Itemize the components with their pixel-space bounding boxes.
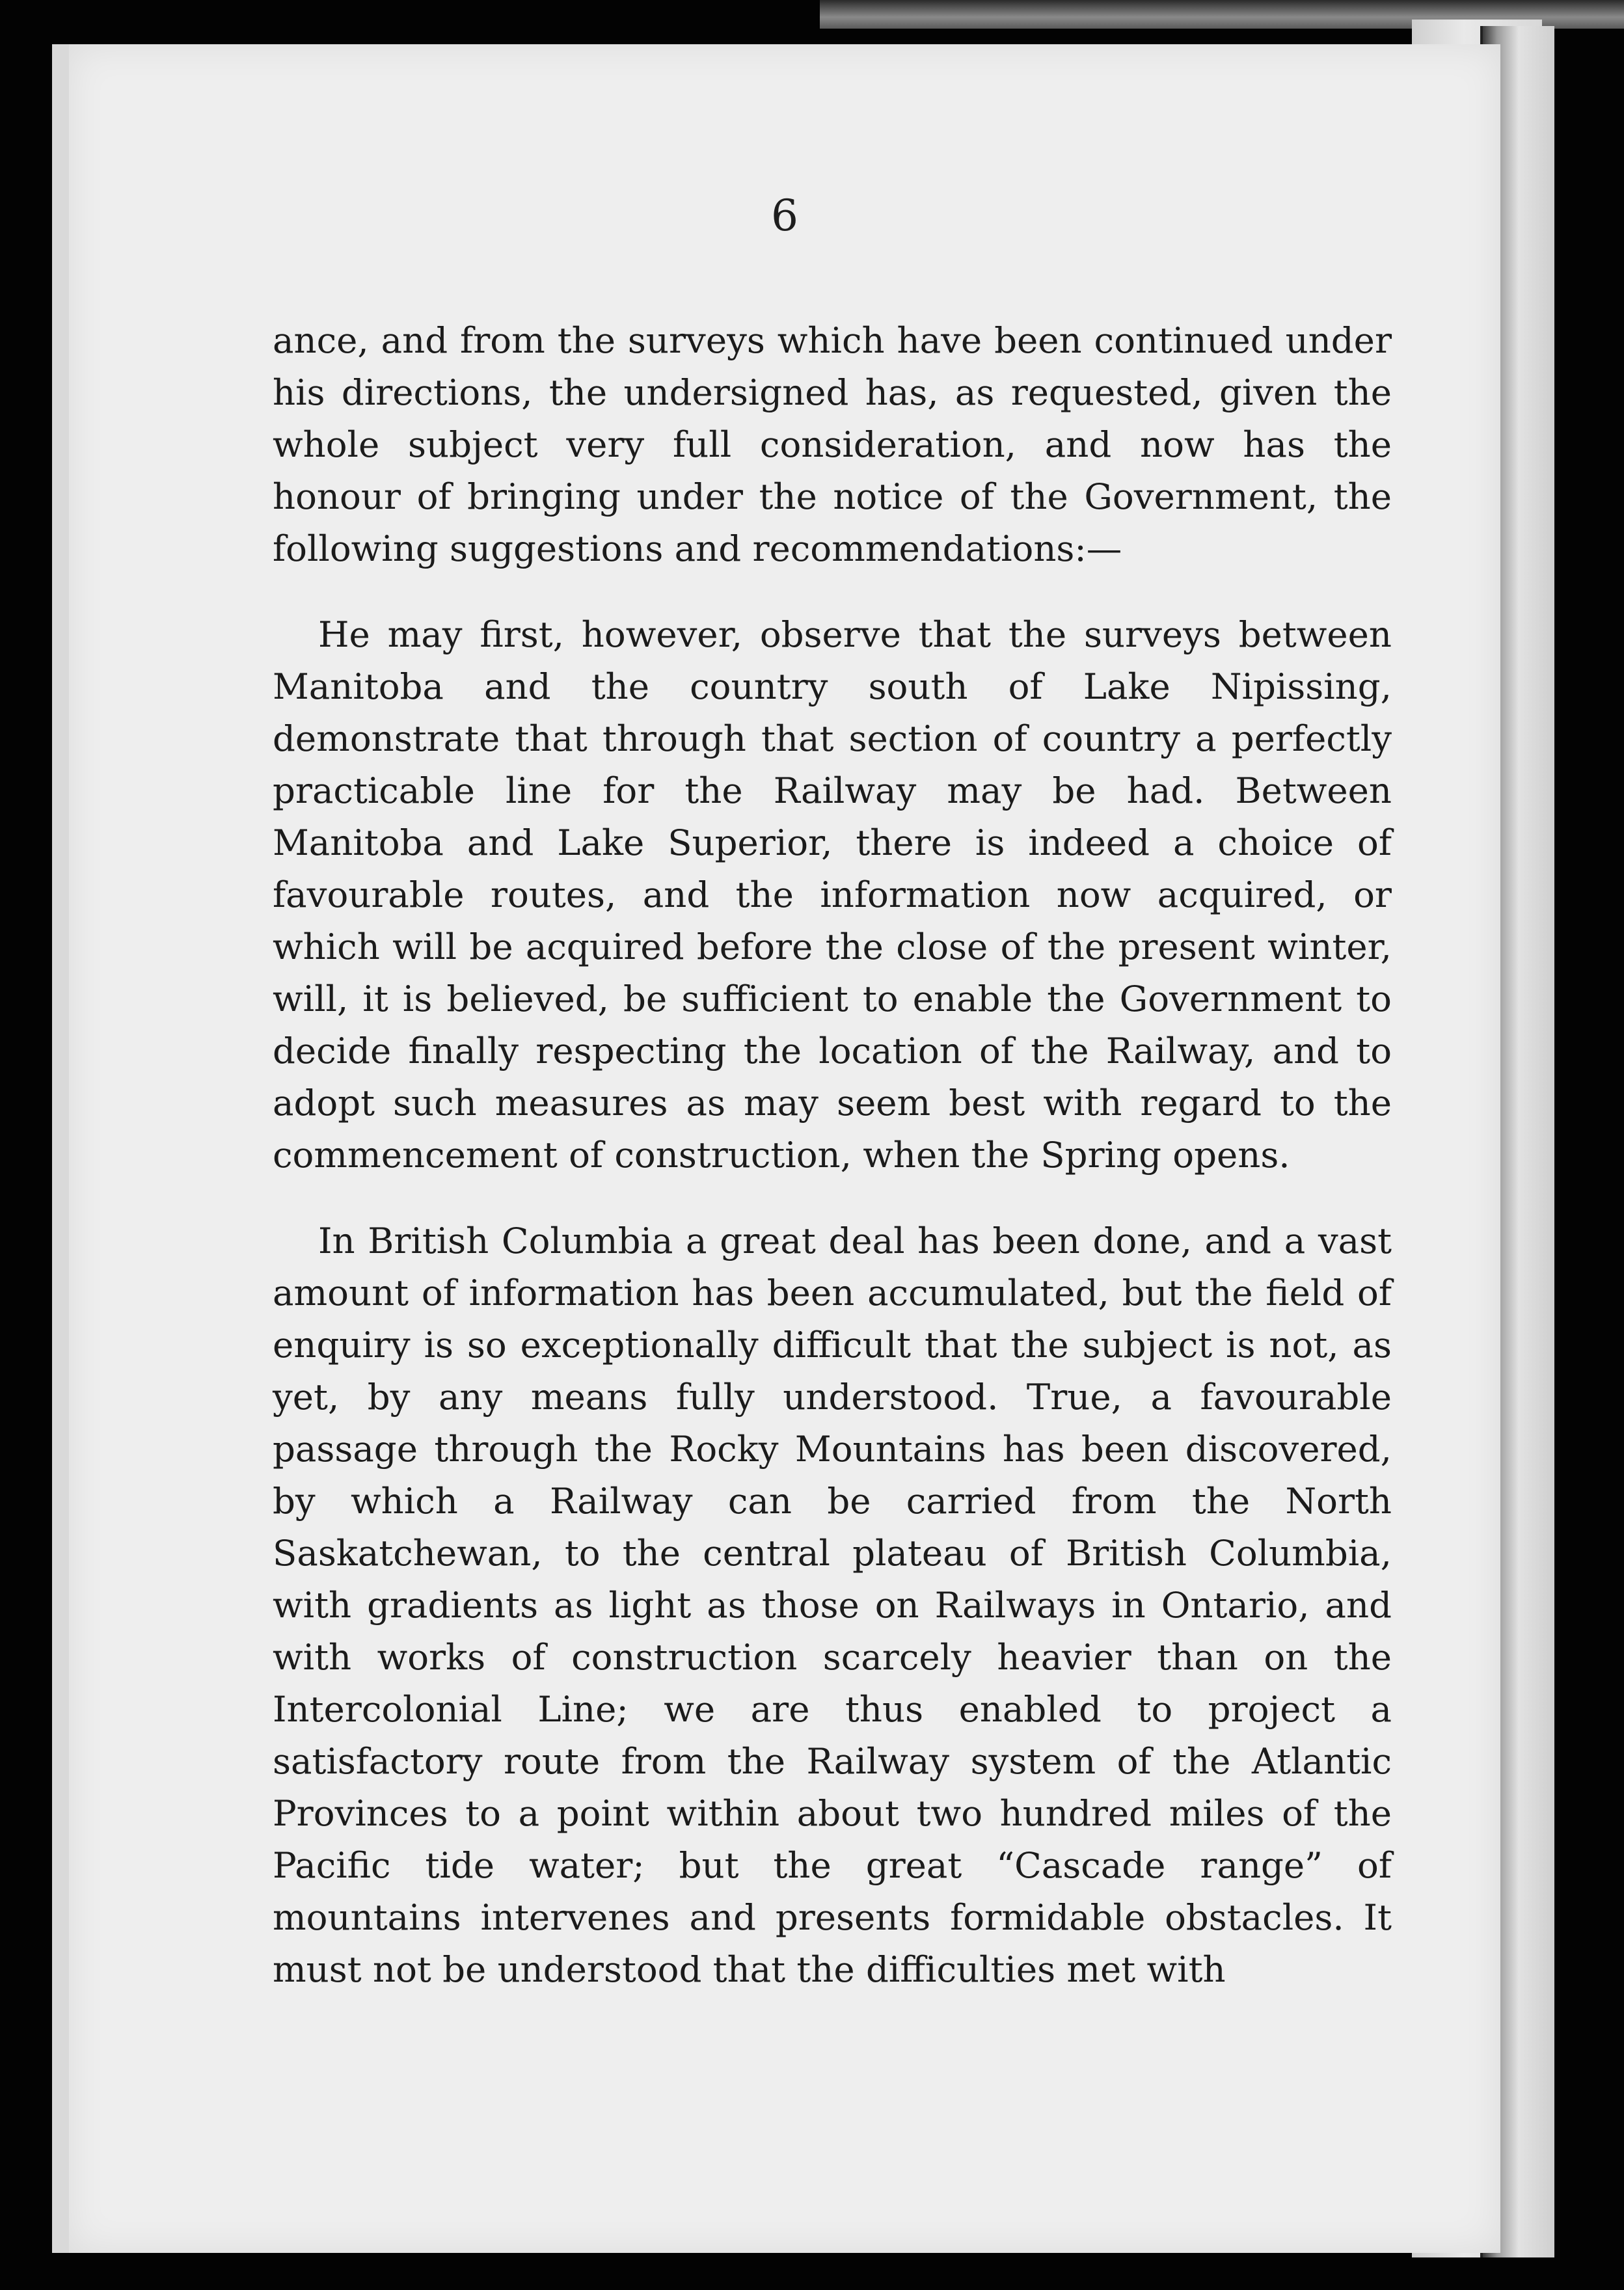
- paragraph-3: In British Columbia a great deal has been done, and a vast amount of information has been accumulated, but the field of enquiry is so exceptionally difficult that the subject is not, as yet, by any means fully understood. True, a favourable passage through the Rocky Mountains has been discovered, by which a Railway can be carried from the North Saskatchewan, to the central plateau of British Columbia, with gradients as light as those on Railways in Ontario, and with works of construction scarcely heavier than on the Intercolonial Line; we are thus enabled to project a satisfactory route from the Railway system of the Atlantic Provinces to a point within about two hundred miles of the Pacific tide water; but the great “Cascade range” of mountains intervenes and presents formidable obstacles. It must not be understood that the difficulties met with: [273, 1220, 1392, 1990]
- paragraph-1: ance, and from the surveys which have been continued under his directions, the undersigned has, as requested, given the whole subject very full consideration, and now has the honour of bringing under the notice of the Government, the following suggestions and recommendations:—: [273, 319, 1392, 569]
- page-number: 6: [771, 191, 798, 241]
- paragraph-2: He may first, however, observe that the surveys between Manitoba and the country south of Lake Nipissing, demonstrate that through that section of country a perfectly practicable line for the Railway may be had. Between Manitoba and Lake Superior, there is indeed a choice of favourable routes, and the information now acquired, or which will be acquired before the close of the present winter, will, it is believed, be sufficient to enable the Government to decide finally respecting the location of the Railway, and to adopt such measures as may seem best with regard to the commencement of construction, when the Spring opens.: [273, 613, 1392, 1176]
- document-page: [52, 44, 1500, 2253]
- body-text: [273, 314, 1392, 1995]
